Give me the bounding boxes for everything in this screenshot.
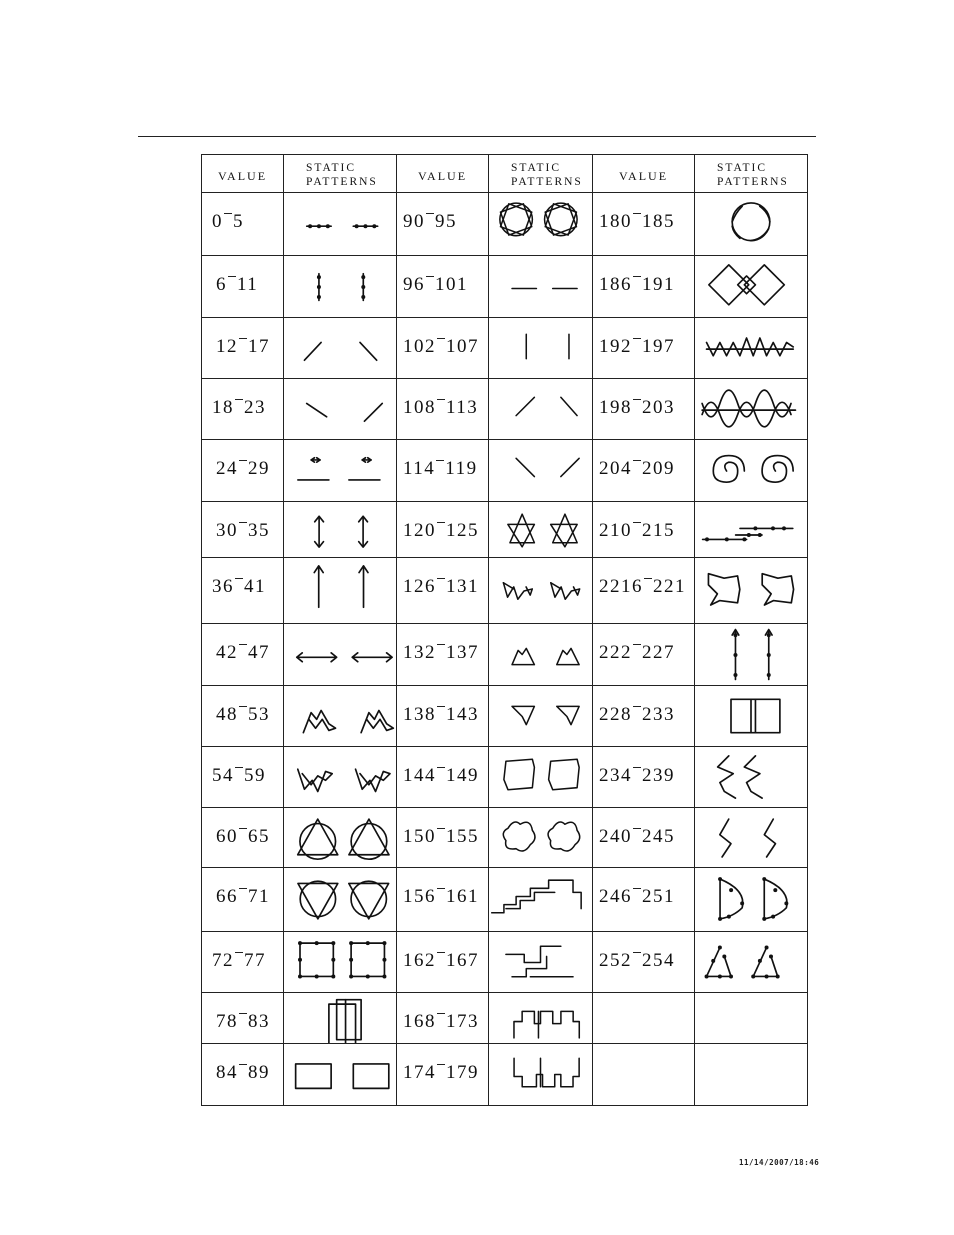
value-cell <box>201 624 284 686</box>
value-cell <box>593 624 695 686</box>
value-range <box>403 336 479 358</box>
value-range-end: 227 <box>642 642 675 663</box>
static-pattern-glyph-lightning-lines <box>695 808 807 867</box>
header-static-patterns-label: STATIC <box>717 162 768 174</box>
static-pattern-glyph-spirals <box>695 440 807 501</box>
value-range-start: 6 <box>216 274 227 295</box>
header-value-label: VALUE <box>618 169 669 183</box>
value-range-start: 252 <box>599 950 632 971</box>
static-pattern-glyph-rough-squares <box>489 747 592 807</box>
pattern-cell <box>284 686 397 747</box>
value-range-end: 149 <box>446 765 479 786</box>
value-cell <box>397 993 489 1044</box>
value-cell <box>593 256 695 318</box>
value-range-start: 198 <box>599 397 632 418</box>
value-range-start: 138 <box>403 704 436 725</box>
static-pattern-glyph-dotted-vlines <box>695 624 807 685</box>
pattern-cell <box>284 1044 397 1106</box>
value-range-end: 197 <box>642 336 675 357</box>
static-pattern-glyph-step-stairs <box>489 868 592 931</box>
value-range-start: 222 <box>599 642 632 663</box>
value-range-start: 108 <box>403 397 436 418</box>
value-range <box>599 886 675 908</box>
value-range-start: 174 <box>403 1062 436 1083</box>
static-pattern-glyph-zigzag-curves <box>695 747 807 807</box>
value-range <box>403 704 479 726</box>
pattern-cell <box>489 868 593 932</box>
value-range <box>599 765 675 787</box>
value-cell <box>397 440 489 502</box>
value-range-start: 54 <box>212 765 234 786</box>
pattern-cell <box>695 747 808 808</box>
value-range-end: 245 <box>642 826 675 847</box>
value-range <box>599 576 686 598</box>
static-pattern-glyph-two-vlines <box>489 318 592 378</box>
value-cell <box>397 868 489 932</box>
value-cell <box>201 932 284 993</box>
value-range <box>403 765 479 787</box>
value-range-start: 156 <box>403 886 436 907</box>
static-pattern-glyph-overlapping-rects <box>284 993 396 1043</box>
pattern-cell <box>695 1044 808 1106</box>
pattern-cell <box>284 558 397 624</box>
static-pattern-glyph-dotted-arcs <box>695 868 807 931</box>
static-pattern-glyph-inverted-triangle-in-circle <box>284 868 396 931</box>
value-range <box>599 397 675 419</box>
value-range-start: 228 <box>599 704 632 725</box>
value-range <box>216 1062 270 1084</box>
pattern-cell <box>284 379 397 440</box>
value-cell <box>201 502 284 558</box>
value-cell <box>593 747 695 808</box>
value-range-start: 204 <box>599 458 632 479</box>
value-range-start: 246 <box>599 886 632 907</box>
pattern-cell <box>489 558 593 624</box>
value-range-end: 185 <box>642 211 675 232</box>
value-range <box>216 886 270 908</box>
value-range <box>212 397 266 419</box>
value-cell <box>397 808 489 868</box>
value-cell <box>593 440 695 502</box>
value-cell <box>397 256 489 318</box>
value-range-start: 180 <box>599 211 632 232</box>
value-cell <box>397 502 489 558</box>
header-value-label: VALUE <box>417 169 468 183</box>
pattern-cell <box>489 440 593 502</box>
value-cell <box>397 932 489 993</box>
top-rule <box>138 136 816 137</box>
header-static-patterns-label: PATTERNS <box>511 176 583 188</box>
value-range-start: 114 <box>403 458 436 479</box>
value-range-end: 83 <box>248 1011 270 1032</box>
static-pattern-glyph-star-triangles <box>489 502 592 557</box>
pattern-cell <box>284 932 397 993</box>
value-range-start: 2216 <box>599 576 643 597</box>
value-range-start: 192 <box>599 336 632 357</box>
value-range-end: 173 <box>446 1011 479 1032</box>
header-static-patterns-label: STATIC <box>306 162 357 174</box>
value-range-end: 125 <box>446 520 479 541</box>
value-range <box>216 642 270 664</box>
value-range <box>216 826 270 848</box>
value-range-start: 72 <box>212 950 234 971</box>
value-range-end: 191 <box>642 274 675 295</box>
value-range-end: 107 <box>446 336 479 357</box>
value-range-end: 203 <box>642 397 675 418</box>
value-range-end: 47 <box>248 642 270 663</box>
value-range <box>599 704 675 726</box>
pattern-cell <box>489 1044 593 1106</box>
pattern-cell <box>284 440 397 502</box>
value-cell <box>593 808 695 868</box>
value-cell <box>201 747 284 808</box>
static-pattern-glyph-castle-wave <box>489 993 592 1043</box>
static-pattern-glyph-zigzag-w-shapes <box>284 747 396 807</box>
value-cell <box>397 379 489 440</box>
value-cell <box>593 686 695 747</box>
value-range-end: 41 <box>244 576 266 597</box>
value-range-start: 66 <box>216 886 238 907</box>
value-cell <box>201 440 284 502</box>
static-pattern-glyph-interlocked-diamonds <box>695 256 807 317</box>
value-range <box>216 274 258 296</box>
value-range-end: 35 <box>248 520 270 541</box>
value-range <box>403 397 478 419</box>
static-pattern-glyph-double-arrows-v <box>284 502 396 557</box>
pattern-cell <box>489 624 593 686</box>
value-range <box>403 642 479 664</box>
pattern-cell <box>695 993 808 1044</box>
header-static-patterns <box>284 154 397 193</box>
value-range-start: 126 <box>403 576 436 597</box>
value-range <box>403 826 479 848</box>
static-pattern-glyph-wavy-circle <box>695 193 807 255</box>
value-range-start: 36 <box>212 576 234 597</box>
header-static-patterns-label: PATTERNS <box>717 176 789 188</box>
value-range-end: 101 <box>435 274 468 295</box>
pattern-cell <box>284 993 397 1044</box>
value-cell <box>593 1044 695 1106</box>
value-cell <box>201 808 284 868</box>
value-range-start: 12 <box>216 336 238 357</box>
pattern-cell <box>284 502 397 558</box>
value-range-start: 102 <box>403 336 436 357</box>
value-range-start: 234 <box>599 765 632 786</box>
header-value <box>397 154 489 193</box>
static-pattern-glyph-diag-slashes-up-down <box>489 379 592 439</box>
value-range <box>599 826 675 848</box>
static-pattern-glyph-diag-up-then-down <box>284 318 396 378</box>
value-range-start: 42 <box>216 642 238 663</box>
pattern-cell <box>695 808 808 868</box>
value-range-end: 239 <box>642 765 675 786</box>
static-pattern-glyph-dotted-triangles <box>695 932 807 992</box>
pattern-cell <box>489 379 593 440</box>
value-range-start: 144 <box>403 765 436 786</box>
value-cell <box>201 686 284 747</box>
value-range <box>216 1011 270 1033</box>
header-value <box>593 154 695 193</box>
static-pattern-glyph-two-rects <box>284 1044 396 1105</box>
value-cell <box>593 868 695 932</box>
static-pattern-glyph-sine-waves <box>695 379 807 439</box>
value-range <box>599 520 675 542</box>
value-range <box>403 1062 479 1084</box>
value-range-end: 215 <box>642 520 675 541</box>
pattern-cell <box>489 256 593 318</box>
value-range-end: 119 <box>445 458 478 479</box>
static-pattern-glyph-up-arrows <box>284 558 396 623</box>
pattern-cell <box>489 747 593 808</box>
value-range-end: 179 <box>446 1062 479 1083</box>
static-pattern-glyph-zigzag-wave <box>695 318 807 378</box>
static-pattern-glyph-dotted-squares <box>284 932 396 992</box>
value-range-end: 143 <box>446 704 479 725</box>
value-cell <box>593 558 695 624</box>
value-range-end: 167 <box>446 950 479 971</box>
value-cell <box>201 868 284 932</box>
value-range-start: 84 <box>216 1062 238 1083</box>
pattern-cell <box>284 318 397 379</box>
value-cell <box>397 686 489 747</box>
value-range-end: 59 <box>244 765 266 786</box>
value-range <box>216 520 270 542</box>
value-range-start: 78 <box>216 1011 238 1032</box>
value-cell <box>593 502 695 558</box>
pattern-cell <box>489 193 593 256</box>
static-pattern-glyph-bowtie-zigzag <box>489 558 592 623</box>
value-range <box>403 1011 479 1033</box>
static-pattern-glyph-triangle-in-circle <box>284 808 396 867</box>
value-range-end: 251 <box>642 886 675 907</box>
value-range-start: 30 <box>216 520 238 541</box>
header-value <box>201 154 284 193</box>
value-range <box>212 765 266 787</box>
value-range <box>599 211 675 233</box>
value-cell <box>201 1044 284 1106</box>
header-static-patterns <box>489 154 593 193</box>
pattern-cell <box>489 318 593 379</box>
value-range <box>599 336 675 358</box>
value-range-end: 77 <box>244 950 266 971</box>
value-cell <box>201 256 284 318</box>
value-range-start: 24 <box>216 458 238 479</box>
value-range-start: 168 <box>403 1011 436 1032</box>
value-range-start: 90 <box>403 211 425 232</box>
pattern-cell <box>284 256 397 318</box>
value-range <box>212 576 266 598</box>
value-range-start: 18 <box>212 397 234 418</box>
value-range <box>216 458 270 480</box>
pattern-cell <box>695 932 808 993</box>
value-range-end: 131 <box>446 576 479 597</box>
value-cell <box>593 318 695 379</box>
value-range-start: 120 <box>403 520 436 541</box>
value-range-start: 240 <box>599 826 632 847</box>
static-pattern-glyph-dotted-dashes-v <box>284 256 396 317</box>
value-range-end: 113 <box>446 397 479 418</box>
value-range <box>212 950 266 972</box>
static-pattern-glyph-down-triangles <box>489 686 592 746</box>
static-pattern-glyph-dotted-steps-h <box>695 502 807 557</box>
pattern-cell <box>284 624 397 686</box>
value-range-start: 210 <box>599 520 632 541</box>
value-range-start: 162 <box>403 950 436 971</box>
value-range <box>216 336 270 358</box>
value-cell <box>201 379 284 440</box>
static-pattern-glyph-double-arrows-h <box>284 624 396 685</box>
value-cell <box>201 318 284 379</box>
pattern-cell <box>695 502 808 558</box>
value-range <box>403 520 479 542</box>
header-static-patterns-label: STATIC <box>511 162 562 174</box>
value-cell <box>201 558 284 624</box>
value-cell <box>397 318 489 379</box>
value-range-start: 0 <box>212 211 223 232</box>
value-range-start: 132 <box>403 642 436 663</box>
value-range-start: 186 <box>599 274 632 295</box>
value-range-end: 11 <box>237 274 259 295</box>
static-pattern-glyph-rough-flags <box>695 558 807 623</box>
static-pattern-glyph-offset-steps <box>489 932 592 992</box>
header-static-patterns <box>695 154 808 193</box>
static-pattern-glyph-split-rectangle <box>695 686 807 746</box>
pattern-cell <box>695 440 808 502</box>
value-range-end: 29 <box>248 458 270 479</box>
header-value-label: VALUE <box>217 169 268 183</box>
static-pattern-glyph-inverted-castle-wave <box>489 1044 592 1105</box>
header-static-patterns-label: PATTERNS <box>306 176 378 188</box>
static-pattern-glyph-two-hlines <box>489 256 592 317</box>
pattern-cell <box>489 993 593 1044</box>
value-cell <box>397 1044 489 1106</box>
pattern-cell <box>489 686 593 747</box>
pattern-cell <box>695 868 808 932</box>
static-pattern-glyph-wavy-blobs <box>489 808 592 867</box>
value-range-end: 161 <box>446 886 479 907</box>
static-pattern-glyph-zigzag-m-shapes <box>284 686 396 746</box>
value-range-end: 23 <box>244 397 266 418</box>
value-cell <box>397 747 489 808</box>
pattern-cell <box>489 932 593 993</box>
timestamp: 11/14/2007/18:46 <box>739 1158 820 1167</box>
static-pattern-glyph-jagged-peaks <box>489 624 592 685</box>
value-range-end: 209 <box>642 458 675 479</box>
static-pattern-glyph-double-octagon-squares <box>489 193 592 255</box>
value-range-end: 137 <box>446 642 479 663</box>
value-cell <box>593 993 695 1044</box>
value-range-end: 89 <box>248 1062 270 1083</box>
value-range <box>216 704 270 726</box>
value-cell <box>397 558 489 624</box>
value-range-end: 221 <box>653 576 686 597</box>
pattern-cell <box>489 502 593 558</box>
value-cell <box>593 932 695 993</box>
value-range <box>599 458 675 480</box>
value-range-end: 254 <box>642 950 675 971</box>
value-cell <box>593 193 695 256</box>
value-range <box>403 274 468 296</box>
pattern-cell <box>695 686 808 747</box>
value-range <box>599 950 675 972</box>
pattern-cell <box>695 624 808 686</box>
static-pattern-glyph-dotted-dashes-h <box>284 193 396 255</box>
pattern-cell <box>489 808 593 868</box>
value-range <box>403 950 479 972</box>
value-cell <box>201 993 284 1044</box>
value-range <box>403 458 478 480</box>
value-range-start: 60 <box>216 826 238 847</box>
value-range-start: 150 <box>403 826 436 847</box>
static-pattern-glyph-small-arrows-over-lines <box>284 440 396 501</box>
value-cell <box>593 379 695 440</box>
value-range-end: 155 <box>446 826 479 847</box>
value-range-end: 65 <box>248 826 270 847</box>
pattern-cell <box>695 256 808 318</box>
value-range-start: 96 <box>403 274 425 295</box>
pattern-cell <box>284 808 397 868</box>
value-range <box>599 274 675 296</box>
pattern-cell <box>695 318 808 379</box>
value-range-start: 48 <box>216 704 238 725</box>
value-range-end: 233 <box>642 704 675 725</box>
pattern-cell <box>284 193 397 256</box>
value-range <box>212 211 244 233</box>
value-range-end: 5 <box>233 211 244 232</box>
static-pattern-glyph-diag-slashes-down-up <box>489 440 592 501</box>
value-cell <box>397 624 489 686</box>
value-cell <box>201 193 284 256</box>
pattern-cell <box>695 193 808 256</box>
static-pattern-glyph-diag-down-then-up <box>284 379 396 439</box>
pattern-cell <box>284 868 397 932</box>
value-range <box>403 576 479 598</box>
value-cell <box>397 193 489 256</box>
value-range <box>403 211 457 233</box>
pattern-cell <box>695 379 808 440</box>
value-range <box>403 886 479 908</box>
value-range-end: 53 <box>248 704 270 725</box>
value-range-end: 95 <box>435 211 457 232</box>
pattern-cell <box>284 747 397 808</box>
value-range-end: 17 <box>248 336 270 357</box>
value-range-end: 71 <box>248 886 270 907</box>
value-range <box>599 642 675 664</box>
pattern-cell <box>695 558 808 624</box>
